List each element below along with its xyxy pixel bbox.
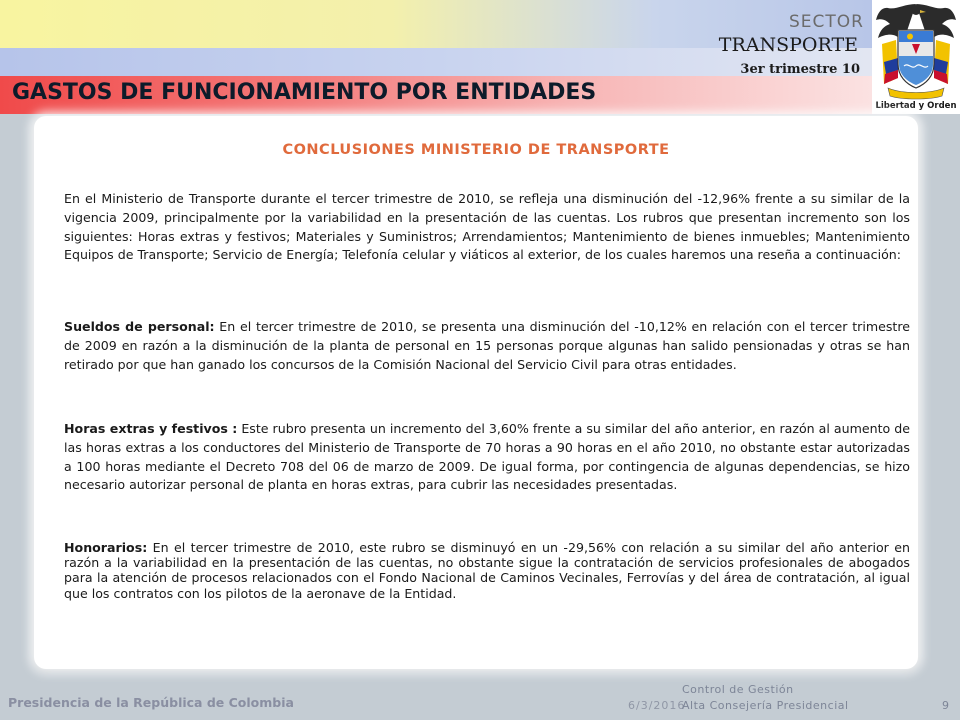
honorarios-paragraph bbox=[64, 540, 910, 601]
page-title: GASTOS DE FUNCIONAMIENTO POR ENTIDADES bbox=[12, 80, 597, 105]
content-card bbox=[34, 116, 918, 669]
page-number: 9 bbox=[942, 699, 949, 712]
sueldos-label: Sueldos de personal: bbox=[64, 319, 215, 334]
honorarios-label: Honorarios: bbox=[64, 540, 148, 555]
footer-unit-line2: Alta Consejería Presidencial bbox=[682, 699, 849, 712]
period-label: 3er trimestre 10 bbox=[740, 62, 860, 77]
coat-of-arms-logo bbox=[874, 0, 958, 114]
intro-text: En el Ministerio de Transporte durante el tercer trimestre de 2010, se refleja una disminución del -12,96% frente a su similar de la vigencia 2009, principalmente por la variabilidad en la presentación de las cuentas. Los rubros que presentan incremento son los siguientes: Horas extras y festivos; Materiales y Suministros; Arrendamientos; Mantenimiento de bienes inmuebles; Mantenimiento Equipos de Transporte; Servicio de Energía; Telefonía celular y viáticos al exterior, de los cuales haremos una reseña a continuación: bbox=[64, 191, 910, 263]
horas-label: Horas extras y festivos : bbox=[64, 421, 238, 436]
crest-motto: Libertad y Orden bbox=[875, 101, 957, 111]
footer-date: 6/3/2016 bbox=[628, 699, 686, 712]
intro-paragraph bbox=[64, 190, 910, 265]
horas-paragraph bbox=[64, 420, 910, 495]
sector-name: TRANSPORTE bbox=[718, 34, 858, 56]
sueldos-paragraph bbox=[64, 318, 910, 374]
section-heading: CONCLUSIONES MINISTERIO DE TRANSPORTE bbox=[282, 142, 670, 158]
footer-organization: Presidencia de la República de Colombia bbox=[8, 695, 294, 710]
footer-unit-line1: Control de Gestión bbox=[682, 683, 794, 696]
honorarios-text: En el tercer trimestre de 2010, este rubro se disminuyó en un -29,56% con relación a su similar del año anterior en razón a la variabilidad en la presentación de las cuentas, no obstante sigue la contratación de servicios profesionales de abogados para la atención de procesos relacionados con el Fondo Nacional de Caminos Vecinales, Ferrovías y del área de contratación, al igual que los contratos con los pilotos de la aeronave de la Entidad. bbox=[64, 540, 910, 601]
horas-text: Este rubro presenta un incremento del 3,60% frente a su similar del año anterior, en razón al aumento de las horas extras a los conductores del Ministerio de Transporte de 70 horas a 90 horas en el año 2010, no obstante estar autorizadas a 100 horas mediante el Decreto 708 del 06 de marzo de 2009. De igual forma, por contingencia de algunas dependencias, se hizo necesario autorizar personal de planta en horas extras, para cubrir las necesidades presentadas. bbox=[64, 421, 910, 493]
footer-unit bbox=[682, 682, 849, 714]
sector-label: SECTOR bbox=[789, 12, 864, 32]
sueldos-text: En el tercer trimestre de 2010, se presenta una disminución del -10,12% en relación con el tercer trimestre de 2009 en razón a la disminución de la planta de personal en 15 personas porque algunas han salido pensionadas y otras se han retirado por que han ganado los concursos de la Comisión Nacional del Servicio Civil para otras entidades. bbox=[64, 319, 910, 372]
